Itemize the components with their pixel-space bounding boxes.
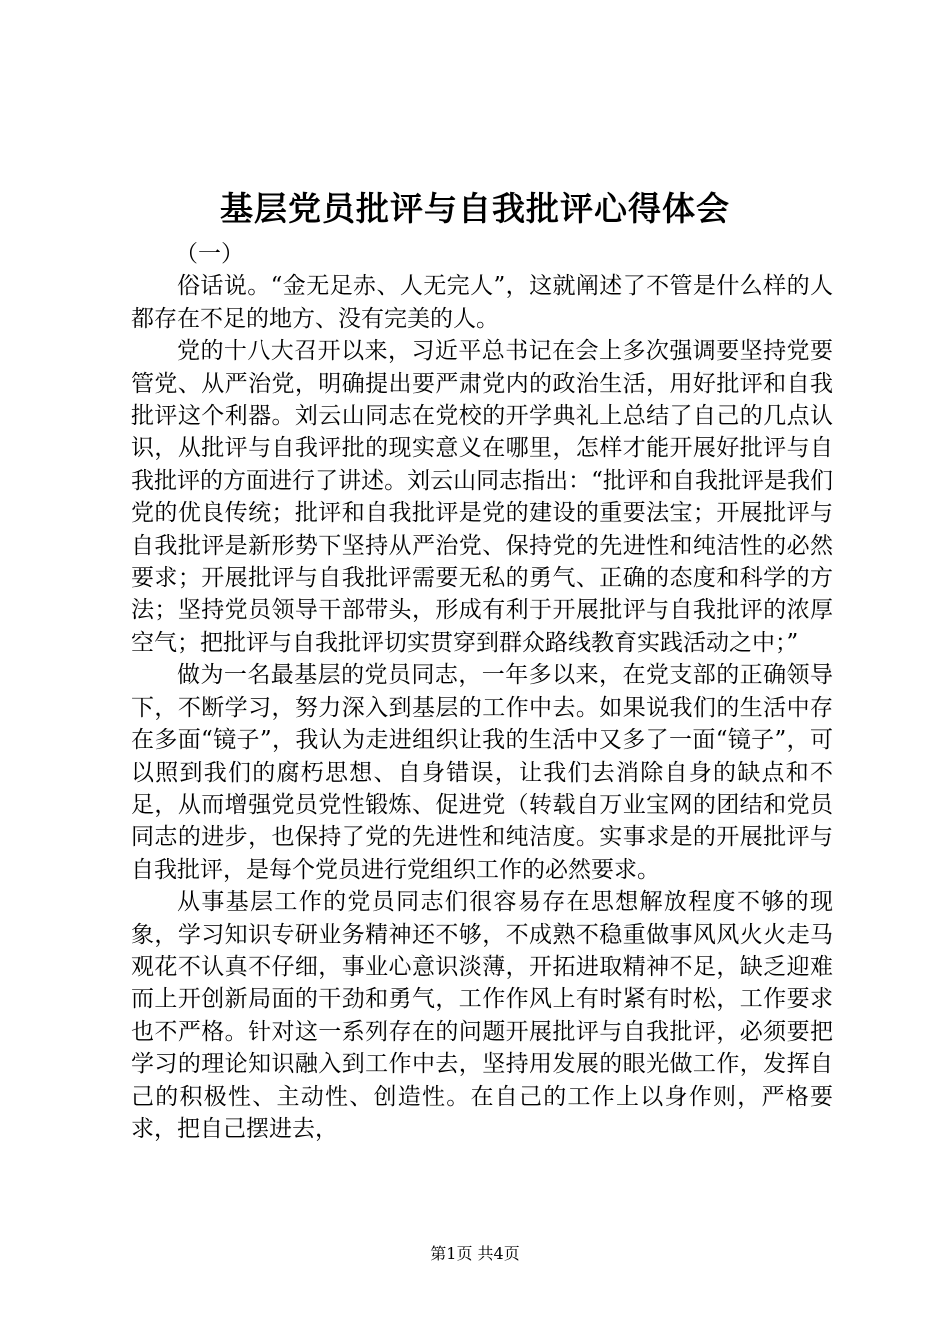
page-footer xyxy=(0,1243,950,1265)
section-marker: （一） xyxy=(175,241,244,267)
paragraph-1: 俗话说。“金无足赤、人无完人”，这就阐述了不管是什么样的人都存在不足的地方、没有完美的人。 xyxy=(131,273,833,332)
document-title: 基层党员批评与自我批评心得体会 xyxy=(220,189,730,228)
paragraph-3: 做为一名最基层的党员同志，一年多以来，在党支部的正确领导下，不断学习，努力深入到基层的工作中去。如果说我们的生活中存在多面“镜子”，我认为走进组织让我的生活中又多了一面“镜子”，可以照到我们的腐朽思想、自身错误，让我们去消除自身的缺点和不足，从而增强党员党性锻炼、促进党（转载自万业宝网的团结和党员同志的进步，也保持了党的先进性和纯洁度。实事求是的开展批评与自我批评，是每个党员进行党组织工作的必然要求。 xyxy=(131,662,833,883)
document-body xyxy=(131,238,833,1145)
paragraph-4: 从事基层工作的党员同志们很容易存在思想解放程度不够的现象，学习知识专研业务精神还不够，不成熟不稳重做事风风火火走马观花不认真不仔细，事业心意识淡薄，开拓进取精神不足，缺乏迎难而上开创新局面的干劲和勇气，工作作风上有时紧有时松，工作要求也不严格。针对这一系列存在的问题开展批评与自我批评，必须要把学习的理论知识融入到工作中去，坚持用发展的眼光做工作，发挥自己的积极性、主动性、创造性。在自己的工作上以身作则，严格要求，把自己摆进去， xyxy=(131,889,833,1142)
paragraph-2: 党的十八大召开以来，习近平总书记在会上多次强调要坚持党要管党、从严治党，明确提出要严肃党内的政治生活，用好批评和自我批评这个利器。刘云山同志在党校的开学典礼上总结了自己的几点认识，从批评与自我评批的现实意义在哪里，怎样才能开展好批评与自我批评的方面进行了讲述。刘云山同志指出：“批评和自我批评是我们党的优良传统；批评和自我批评是党的建设的重要法宝；开展批评与自我批评是新形势下坚持从严治党、保持党的先进性和纯洁性的必然要求；开展批评与自我批评需要无私的勇气、正确的态度和科学的方法；坚持党员领导干部带头，形成有利于开展批评与自我批评的浓厚空气；把批评与自我批评切实贯穿到群众路线教育实践活动之中；” xyxy=(131,338,833,656)
page-number-indicator: 第1页 共4页 xyxy=(430,1244,520,1263)
